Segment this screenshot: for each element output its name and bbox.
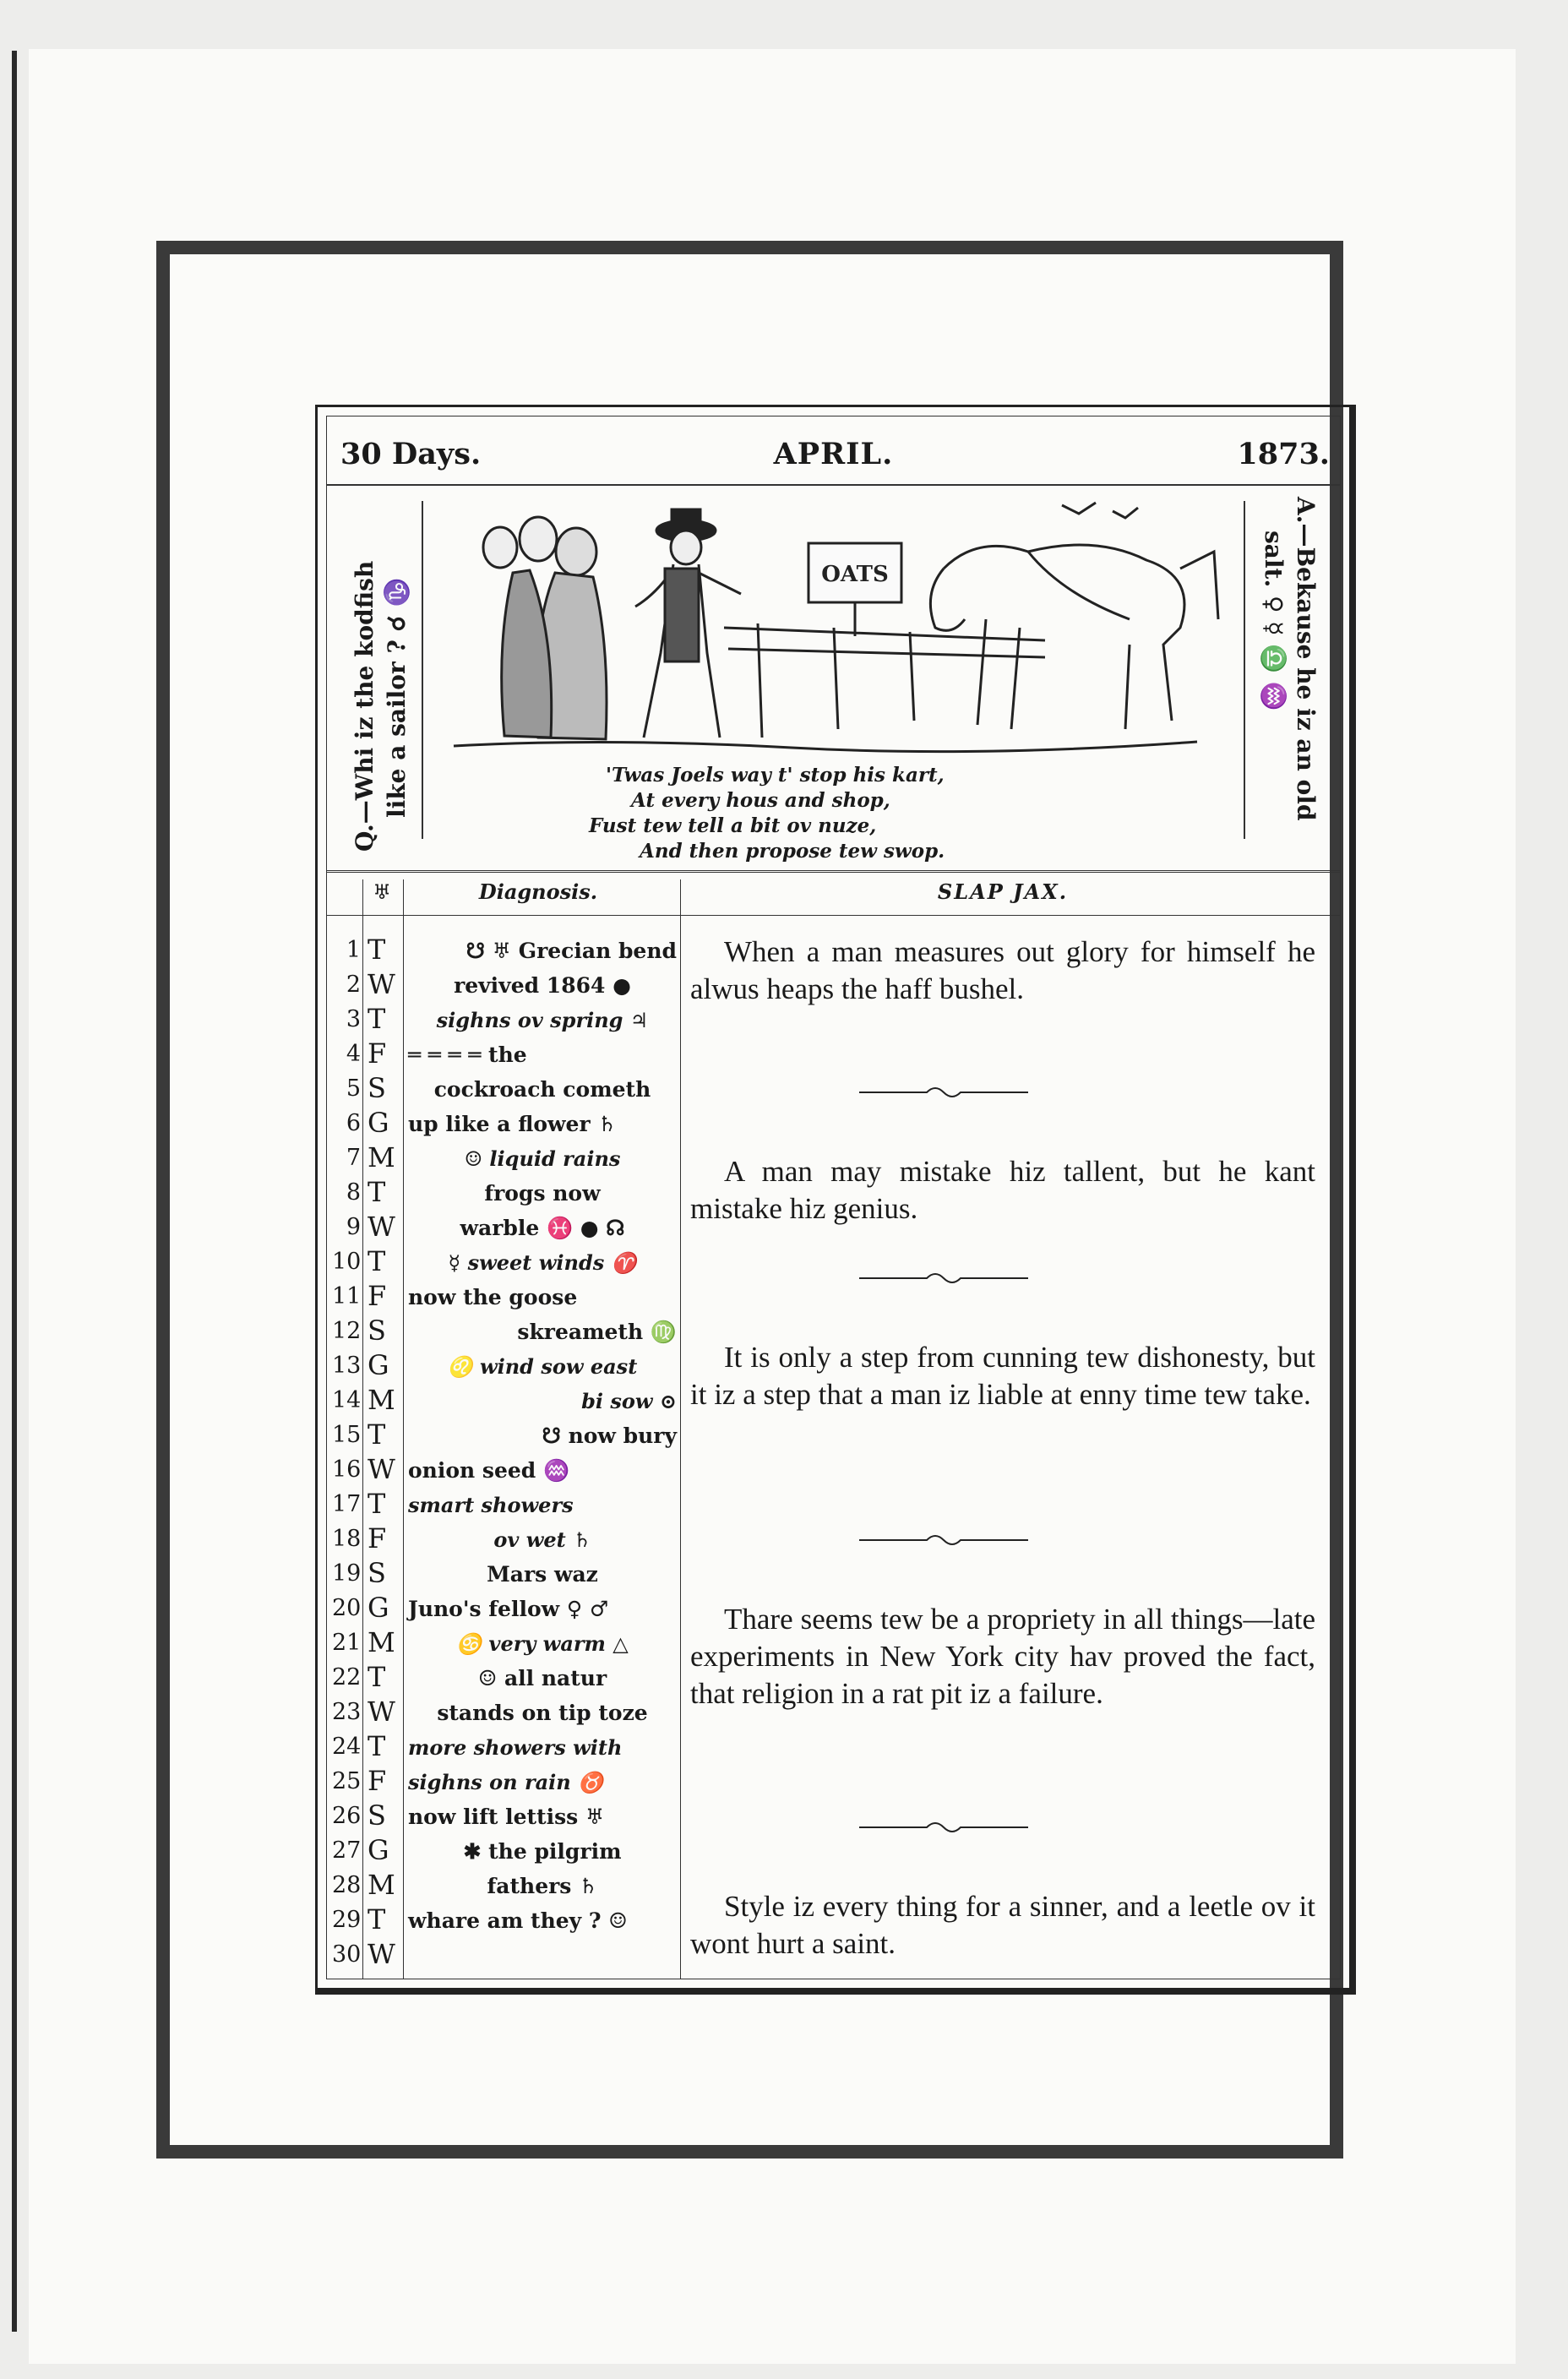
day-number: 22 [332, 1664, 362, 1690]
day-row [327, 1211, 403, 1245]
day-letter: W [368, 968, 395, 1000]
diagnosis-line: cockroach cometh [433, 1077, 651, 1102]
slapjax-paragraph: It is only a step from cunning tew dishonesty, but it iz a step that a man iz liable at enny time tew take. [690, 1341, 1315, 1411]
day-row [327, 1003, 403, 1037]
cartoon-poem [555, 763, 1146, 864]
diagnosis-line: bi sow ⊙ [581, 1389, 677, 1413]
diagnosis-line: sighns ov spring ♃ [436, 1008, 649, 1032]
cartoon-svg [437, 501, 1231, 763]
col-header-diagnosis: Diagnosis. [478, 879, 598, 904]
day-letter: F [368, 1037, 387, 1070]
slapjax-paragraph: A man may mistake hiz tallent, but he kant mistake hiz genius. [690, 1155, 1315, 1225]
day-letter: G [368, 1107, 389, 1139]
poem-line-3: Fust tew tell a bit ov nuze, [589, 814, 877, 837]
diagnosis-line: skreameth ♍ [517, 1320, 677, 1344]
col-divider-b [403, 879, 404, 1979]
answer-divider [1244, 501, 1245, 839]
diagnosis-line: smart showers [408, 1493, 574, 1517]
day-number: 28 [332, 1872, 362, 1898]
day-letter: G [368, 1349, 389, 1381]
day-letter: F [368, 1522, 387, 1554]
day-letter: S [368, 1799, 386, 1832]
day-number: 27 [332, 1837, 362, 1864]
day-row [327, 1869, 403, 1903]
day-letter: F [368, 1765, 387, 1797]
day-number: 14 [332, 1387, 362, 1413]
oats-sign: OATS [821, 562, 889, 587]
diagnosis-line: ☋ now bury [542, 1424, 677, 1448]
day-row [327, 1730, 403, 1765]
day-row [327, 1592, 403, 1626]
day-number: 6 [346, 1110, 361, 1136]
day-number: 11 [332, 1283, 362, 1309]
day-row [327, 1661, 403, 1696]
ornament-divider [859, 1819, 1028, 1836]
page-frame [156, 241, 1343, 2159]
section-rule [327, 870, 1340, 873]
slapjax-paragraph: When a man measures out glory for himself he alwus heaps the haff bushel. [690, 935, 1315, 1005]
day-row [327, 1141, 403, 1176]
day-number: 24 [332, 1734, 362, 1760]
day-row [327, 1903, 403, 1938]
question-divider [422, 501, 423, 839]
day-letter: T [368, 1176, 386, 1208]
day-number: 2 [346, 972, 361, 998]
day-row [327, 1488, 403, 1522]
day-letter: T [368, 1488, 386, 1520]
poem-line-2: At every hous and shop, [631, 789, 890, 812]
question-vertical [339, 501, 423, 852]
day-number: 26 [332, 1803, 362, 1829]
poem-line-1: 'Twas Joels way t' stop his kart, [606, 764, 945, 787]
day-number: 21 [332, 1630, 362, 1656]
col-divider-c [680, 879, 681, 1979]
day-number: 29 [332, 1907, 362, 1933]
day-row [327, 934, 403, 968]
day-number: 10 [332, 1249, 362, 1275]
answer-line-2: salt. ♀ ☿ ♎ ♒ [1260, 531, 1288, 711]
diagnosis-line: stands on tip toze [437, 1701, 648, 1725]
diagnosis-line: whare am they ? ☺ [408, 1908, 628, 1933]
diagnosis-line: Mars waz [487, 1562, 598, 1587]
diagnosis-line: revived 1864 ● [454, 973, 631, 998]
day-row [327, 1418, 403, 1453]
diagnosis-line: ♌ wind sow east [447, 1354, 638, 1379]
days-count: 30 Days. [340, 437, 482, 471]
ornament-divider [859, 1084, 1028, 1101]
day-row [327, 1834, 403, 1869]
diagnosis-line: now the goose [408, 1285, 578, 1309]
almanac-header [327, 437, 1340, 479]
day-letter: M [368, 1384, 395, 1416]
day-row [327, 1037, 403, 1072]
calendar-table [327, 879, 1340, 1979]
day-row [327, 1696, 403, 1730]
day-row [327, 1453, 403, 1488]
day-number: 17 [332, 1491, 362, 1517]
day-number: 1 [346, 937, 361, 963]
slapjax-paragraph: Thare seems tew be a propriety in all things—late experiments in New York city hav proved the fact, that religion in a rat pit iz a failure. [690, 1603, 1315, 1710]
diagnosis-line: more showers with [408, 1735, 623, 1760]
day-row [327, 1799, 403, 1834]
day-letter: T [368, 1661, 386, 1693]
day-letter: M [368, 1141, 395, 1173]
slapjax-paragraph: Style iz every thing for a sinner, and a leetle ov it wont hurt a saint. [690, 1890, 1315, 1960]
day-row [327, 1557, 403, 1592]
day-number: 15 [332, 1422, 362, 1448]
day-number: 9 [346, 1214, 361, 1240]
col-header-slapjax: SLAP JAX. [937, 879, 1069, 904]
col-header-rule [327, 915, 1340, 916]
day-row [327, 1280, 403, 1315]
diagnosis-line: sighns on rain ♉ [408, 1770, 603, 1794]
day-row [327, 1107, 403, 1141]
day-row [327, 1176, 403, 1211]
year: 1873. [1237, 437, 1330, 471]
day-row [327, 1522, 403, 1557]
day-list [327, 934, 403, 1973]
day-row [327, 1315, 403, 1349]
day-row [327, 1349, 403, 1384]
day-row [327, 1245, 403, 1280]
day-number: 8 [346, 1179, 361, 1206]
day-number: 19 [332, 1560, 362, 1587]
header-rule [327, 484, 1340, 486]
diagnosis-line: ☿ sweet winds ♈ [448, 1250, 637, 1275]
day-letter: T [368, 934, 386, 966]
day-number: 13 [332, 1353, 362, 1379]
day-row [327, 1938, 403, 1973]
diagnosis-line: ♋ very warm △ [456, 1631, 629, 1656]
diagnosis-line: ☺ liquid rains [464, 1146, 621, 1171]
day-number: 16 [332, 1456, 362, 1483]
month-title: APRIL. [773, 437, 894, 471]
answer-vertical [1247, 497, 1331, 847]
day-letter: T [368, 1245, 386, 1277]
day-row [327, 1072, 403, 1107]
day-letter: W [368, 1938, 395, 1970]
day-letter: T [368, 1903, 386, 1935]
day-number: 5 [346, 1075, 361, 1102]
day-number: 7 [346, 1145, 361, 1171]
diagnosis-line: ✱ the pilgrim [463, 1839, 622, 1864]
day-row [327, 1765, 403, 1799]
day-number: 30 [332, 1941, 362, 1968]
diagnosis-line: Juno's fellow ♀ ♂ [408, 1597, 609, 1621]
day-letter: S [368, 1072, 386, 1104]
diagnosis-line: ═ ═ ═ ═ the [408, 1043, 527, 1067]
question-line-2: like a sailor ? ☌ ♑ [383, 577, 411, 818]
day-letter: T [368, 1003, 386, 1035]
day-number: 20 [332, 1595, 362, 1621]
day-row [327, 968, 403, 1003]
day-letter: M [368, 1626, 395, 1658]
day-letter: G [368, 1834, 389, 1866]
diagnosis-list [408, 934, 677, 1938]
diagnosis-line: ov wet ♄ [493, 1527, 591, 1552]
diagnosis-line: now lift lettiss ♅ [408, 1805, 605, 1829]
day-number: 12 [332, 1318, 362, 1344]
day-letter: W [368, 1453, 395, 1485]
day-letter: M [368, 1869, 395, 1901]
day-number: 23 [332, 1699, 362, 1725]
col-header-symbol: ♅ [373, 879, 391, 904]
day-number: 25 [332, 1768, 362, 1794]
day-number: 4 [346, 1041, 361, 1067]
day-row [327, 1626, 403, 1661]
ornament-divider [859, 1532, 1028, 1549]
answer-line-1: A.—Bekause he iz an old [1292, 497, 1320, 821]
poem-line-4: And then propose tew swop. [640, 840, 945, 863]
day-letter: W [368, 1696, 395, 1728]
ornament-divider [859, 1270, 1028, 1287]
day-letter: T [368, 1418, 386, 1451]
day-letter: W [368, 1211, 395, 1243]
day-letter: S [368, 1557, 386, 1589]
day-letter: S [368, 1315, 386, 1347]
day-number: 18 [332, 1526, 362, 1552]
day-row [327, 1384, 403, 1418]
day-letter: G [368, 1592, 389, 1624]
book-spine [12, 51, 17, 2332]
day-letter: T [368, 1730, 386, 1762]
diagnosis-line: fathers ♄ [487, 1874, 598, 1898]
day-number: 3 [346, 1006, 361, 1032]
almanac-inner [326, 416, 1341, 1979]
diagnosis-line: ☺ all natur [477, 1666, 607, 1690]
diagnosis-line: warble ♓ ● ☊ [460, 1216, 625, 1240]
question-line-1: Q.—Whi iz the kodfish [351, 560, 378, 852]
almanac-box [315, 405, 1356, 1995]
diagnosis-line: onion seed ♒ [408, 1458, 570, 1483]
diagnosis-line: up like a flower ♄ [408, 1112, 617, 1136]
day-letter: F [368, 1280, 387, 1312]
cartoon-illustration [437, 501, 1231, 763]
diagnosis-line: ☋ ♅ Grecian bend [466, 939, 677, 963]
diagnosis-line: frogs now [484, 1181, 601, 1206]
